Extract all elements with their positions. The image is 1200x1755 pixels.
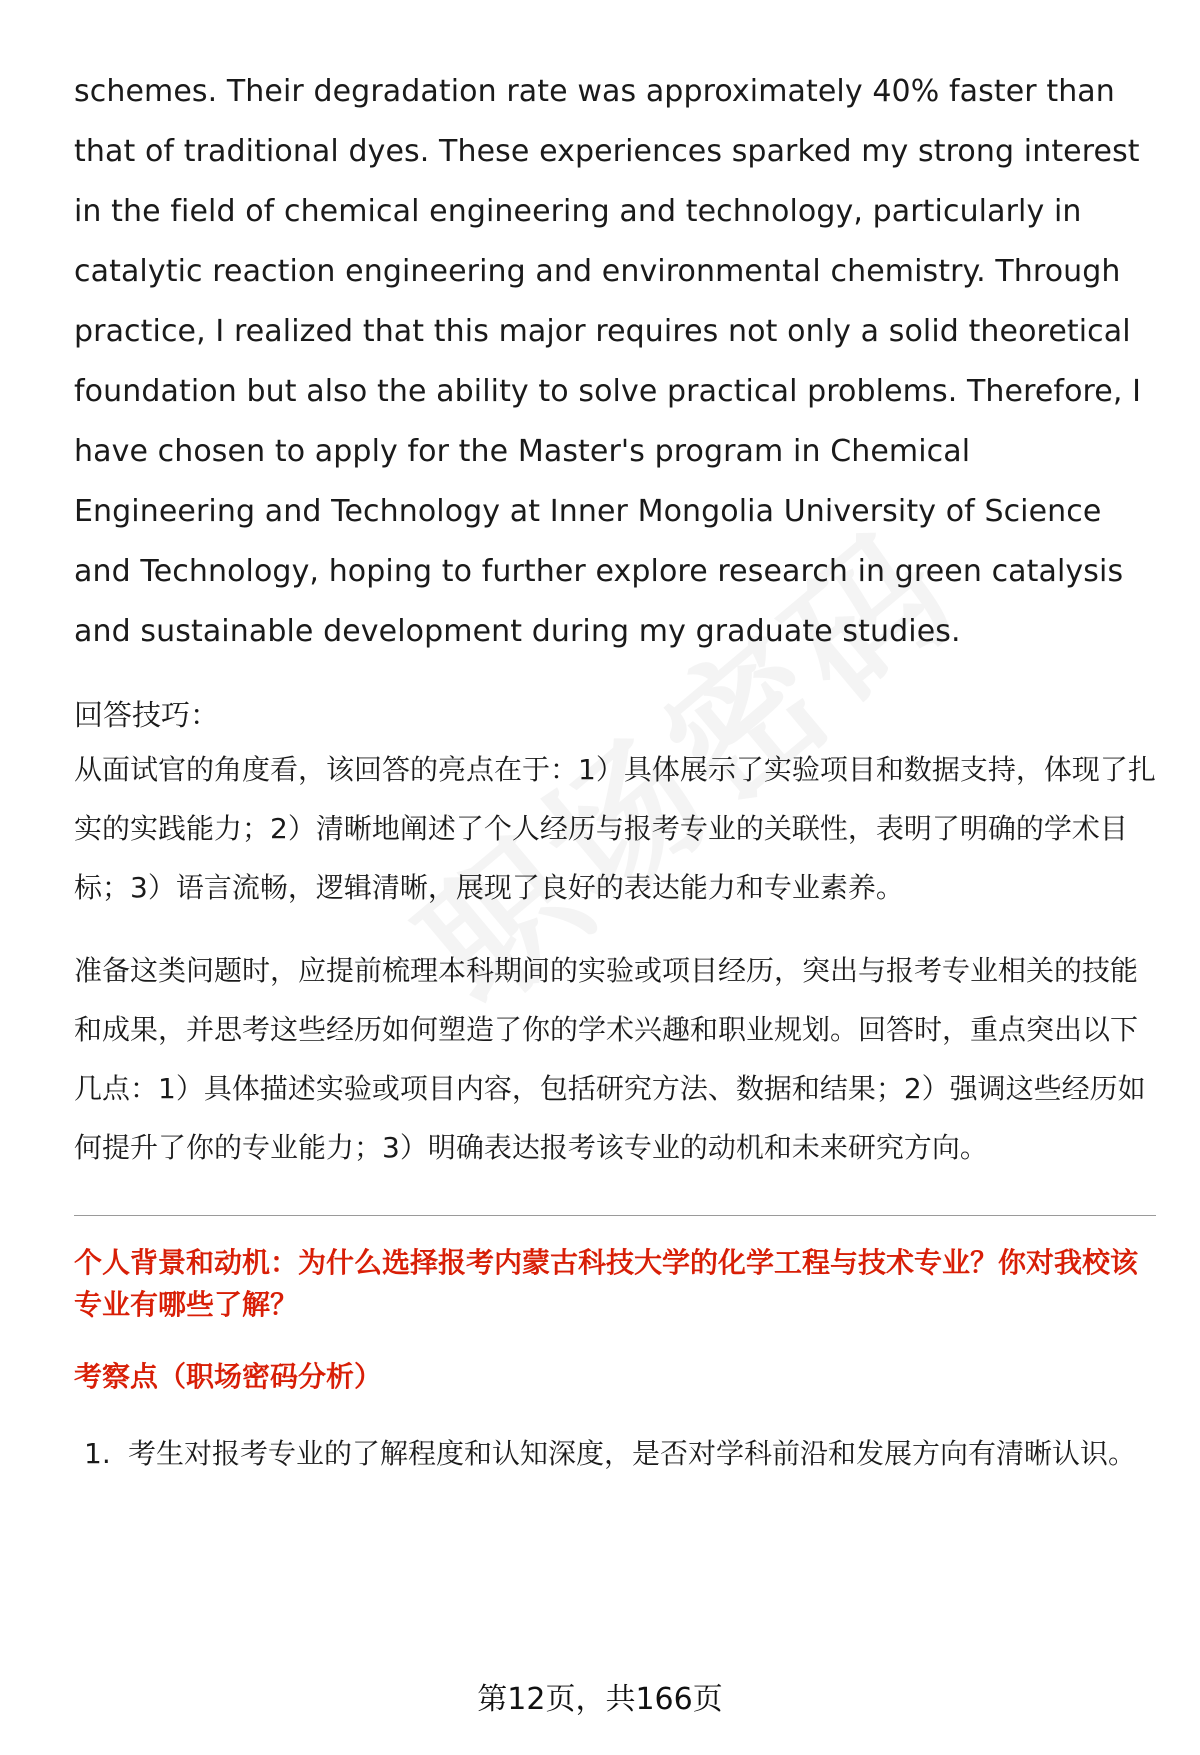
- list-item: [74, 1424, 1156, 1484]
- assessment-points-list: [74, 1424, 1156, 1484]
- assessment-points-heading: 考察点（职场密码分析）: [74, 1360, 383, 1393]
- document-page: [74, 62, 1156, 1484]
- list-item-number: 1.: [84, 1437, 111, 1470]
- english-answer-paragraph: schemes. Their degradation rate was approximately 40% faster than that of traditional dyes. These experiences sparked my strong interest in the field of chemical engineering and technology, particularly in catalytic reaction engineering and environmental chemistry. Through practice, I realized that this major requires not only a solid theoretical foundation but also the ability to solve practical problems. Therefore, I have chosen to apply for the Master's program in Chemical Engineering and Technology at Inner Mongolia University of Science and Technology, hoping to further explore research in green catalysis and sustainable development during my graduate studies.: [74, 74, 1142, 649]
- tips-paragraph-1: 从面试官的角度看，该回答的亮点在于：1）具体展示了实验项目和数据支持，体现了扎实的实践能力；2）清晰地阐述了个人经历与报考专业的关联性，表明了明确的学术目标；3）语言流畅，逻辑清晰，展现了良好的表达能力和专业素养。: [74, 753, 1156, 904]
- question-title: 个人背景和动机：为什么选择报考内蒙古科技大学的化学工程与技术专业？你对我校该专业有哪些了解？: [74, 1246, 1139, 1321]
- page-number-footer: 第12页，共166页: [477, 1682, 723, 1717]
- tips-paragraph-2: 准备这类问题时，应提前梳理本科期间的实验或项目经历，突出与报考专业相关的技能和成果，并思考这些经历如何塑造了你的学术兴趣和职业规划。回答时，重点突出以下几点：1）具体描述实验或项目内容，包括研究方法、数据和结果；2）强调这些经历如何提升了你的专业能力；3）明确表达报考该专业的动机和未来研究方向。: [74, 954, 1146, 1164]
- answer-tips-label: 回答技巧：: [74, 698, 220, 732]
- section-divider: [74, 1215, 1156, 1216]
- list-item-text: 考生对报考专业的了解程度和认知深度，是否对学科前沿和发展方向有清晰认识。: [128, 1437, 1137, 1470]
